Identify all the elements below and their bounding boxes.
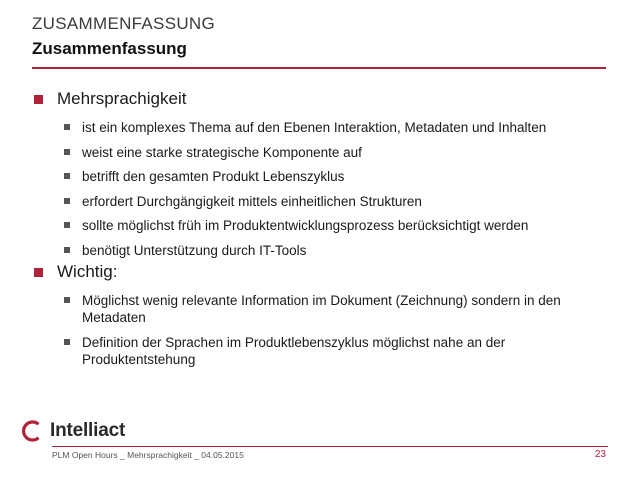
square-bullet-icon (34, 268, 43, 277)
square-bullet-icon (34, 95, 43, 104)
list-item (32, 168, 612, 185)
footer-divider (52, 446, 608, 447)
list-item-text: erfordert Durchgängigkeit mittels einheitlichen Strukturen (82, 193, 422, 209)
square-bullet-icon (64, 173, 70, 179)
square-bullet-icon (64, 124, 70, 130)
square-bullet-icon (64, 149, 70, 155)
square-bullet-icon (64, 297, 70, 303)
section-header (32, 260, 612, 284)
list-item-text: sollte möglichst früh im Produktentwicklungsprozess berücksichtigt werden (82, 218, 529, 234)
section-heading: ZUSAMMENFASSUNG (32, 14, 216, 33)
list-item (32, 334, 612, 368)
section-label: Wichtig: (57, 262, 118, 281)
list-item-text: Möglichst wenig relevante Information im Dokument (Zeichnung) sondern in den Metadaten (82, 293, 561, 325)
list-item-text: betrifft den gesamten Produkt Lebenszyklus (82, 169, 345, 185)
intelliact-logo (22, 420, 125, 442)
section-wichtig (32, 260, 612, 375)
page-number: 23 (594, 449, 606, 460)
footer-caption: PLM Open Hours _ Mehrsprachigkeit _ 04.05.2015 (52, 450, 244, 460)
list-item-text: benötigt Unterstützung durch IT-Tools (82, 242, 307, 258)
list-item (32, 119, 612, 136)
section-header (32, 87, 612, 111)
section-mehrsprachigkeit (32, 87, 612, 267)
square-bullet-icon (64, 198, 70, 204)
square-bullet-icon (64, 247, 70, 253)
list-item-text: weist eine starke strategische Komponente auf (82, 144, 362, 160)
list-item (32, 292, 612, 326)
list-item (32, 217, 612, 234)
page-title: Zusammenfassung (32, 39, 187, 58)
bullet-list (32, 292, 612, 368)
logo-ring-icon (22, 420, 44, 442)
list-item-text: ist ein komplexes Thema auf den Ebenen Interaktion, Metadaten und Inhalten (82, 120, 547, 135)
header-divider (32, 67, 606, 69)
list-item-text: Definition der Sprachen im Produktlebenszyklus möglichst nahe an der Produktentstehung (82, 334, 506, 367)
square-bullet-icon (64, 339, 70, 345)
list-item (32, 193, 612, 210)
bullet-list (32, 119, 612, 259)
section-label: Mehrsprachigkeit (57, 89, 187, 108)
list-item (32, 144, 612, 161)
logo-text: Intelliact (50, 420, 126, 441)
list-item (32, 242, 612, 259)
square-bullet-icon (64, 222, 70, 228)
